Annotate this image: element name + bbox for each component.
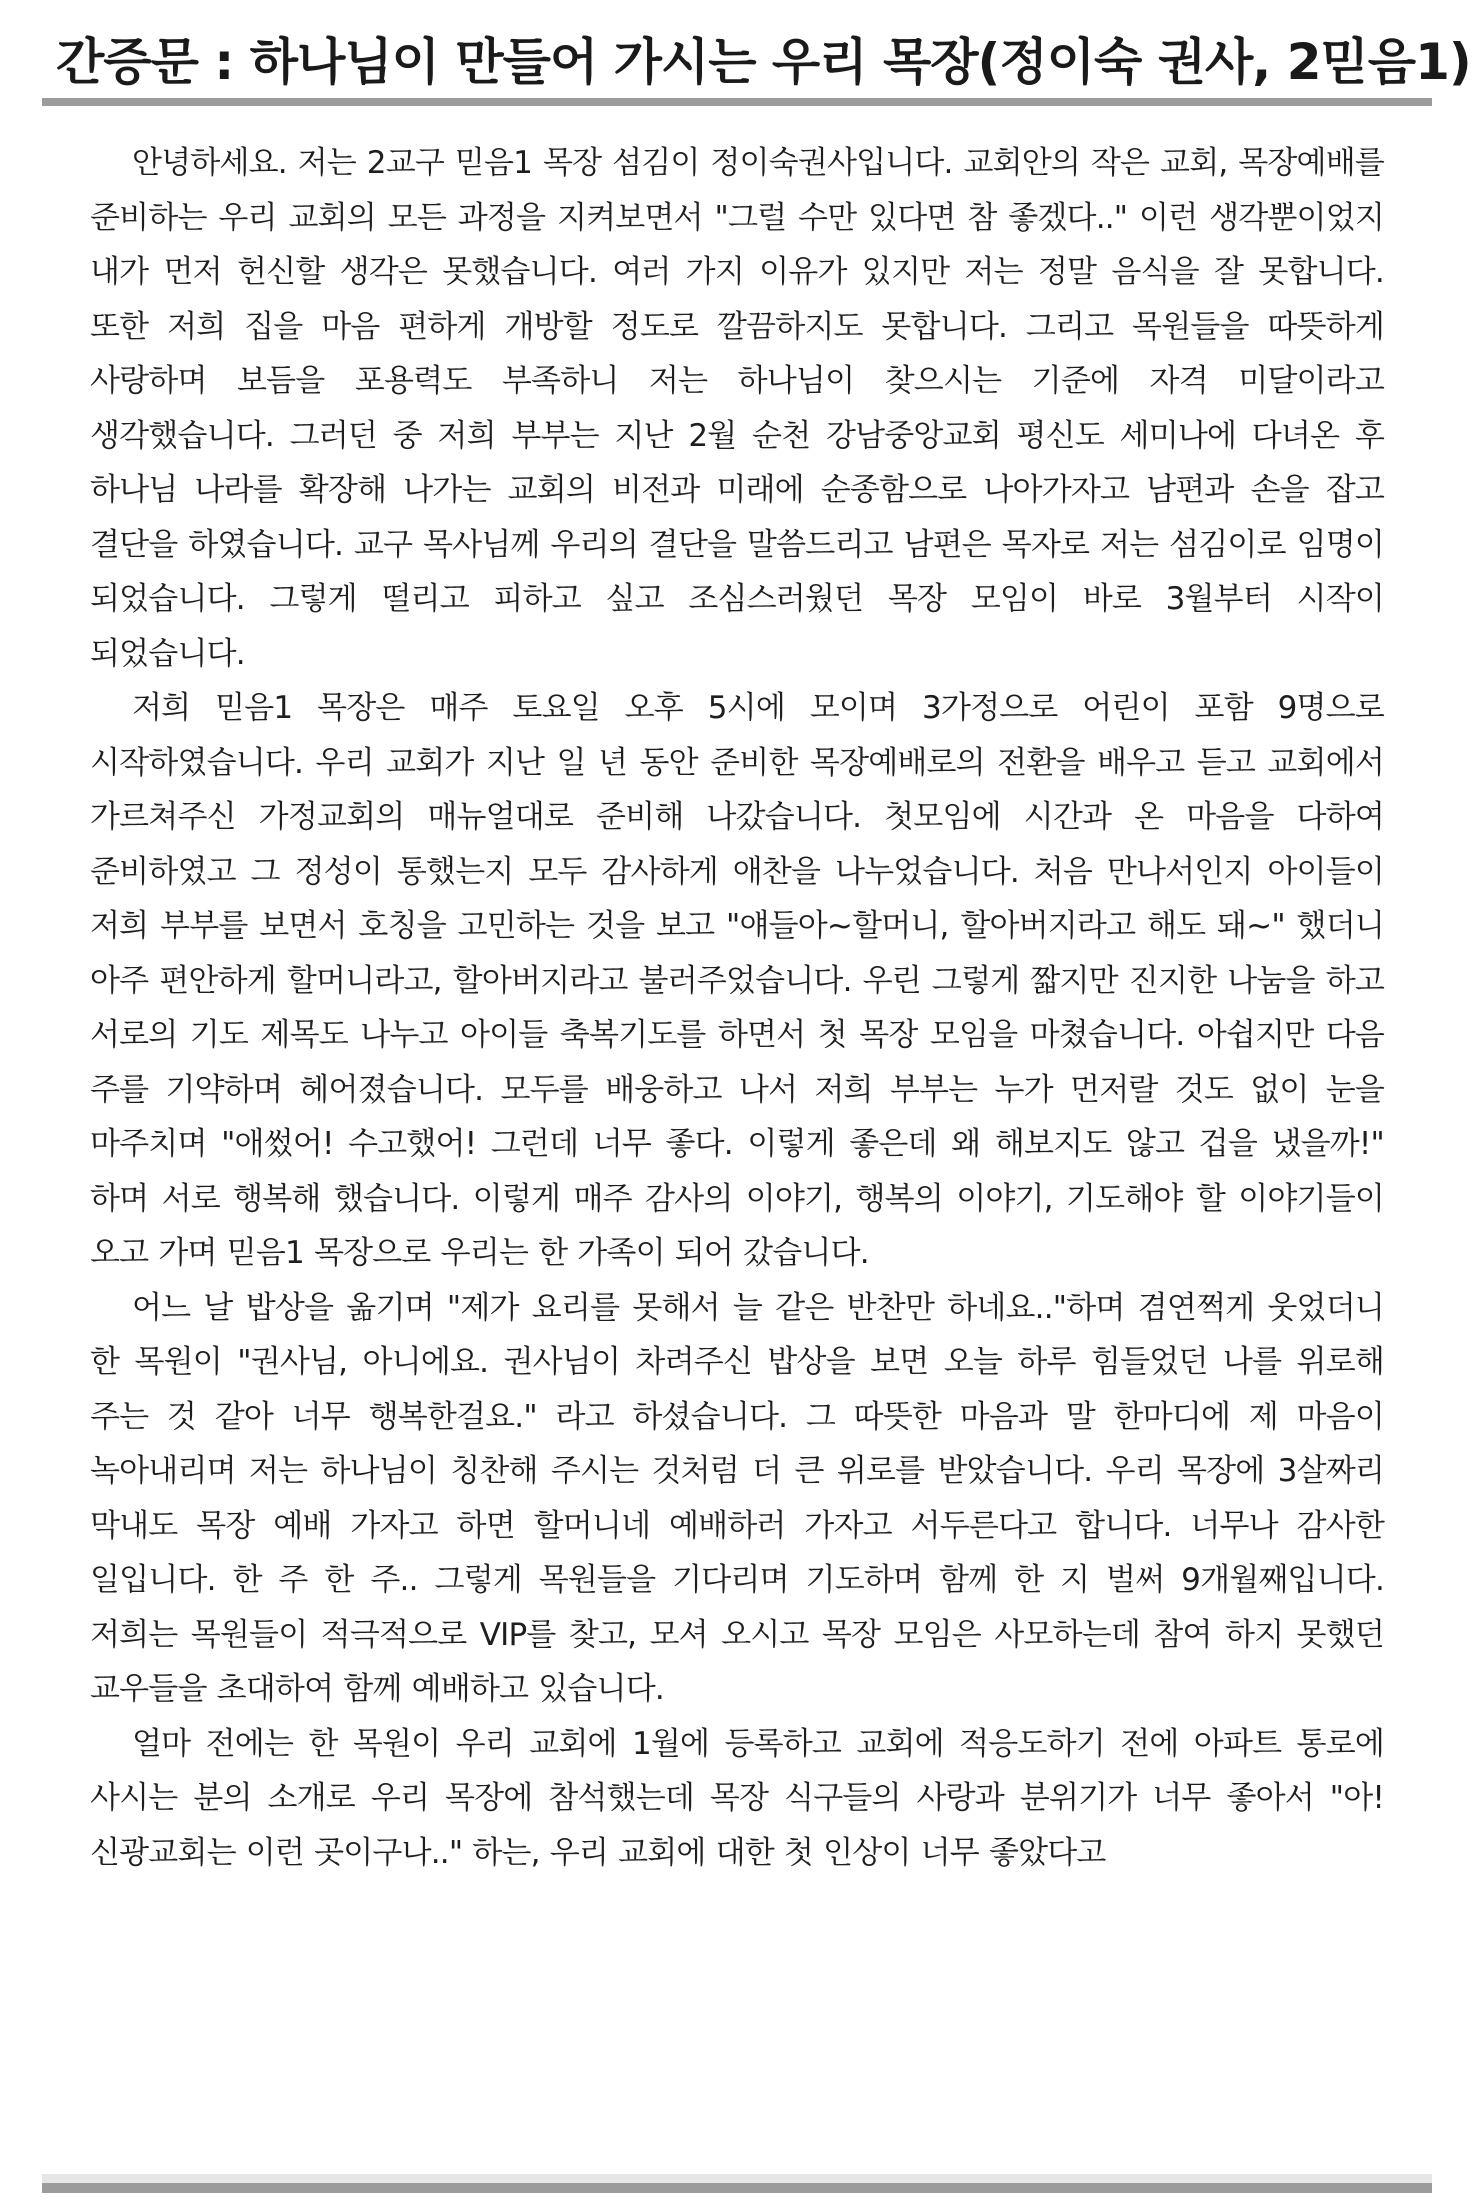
title-bar xyxy=(42,28,1471,98)
title-underline xyxy=(42,98,1432,106)
paragraph-2: 저희 믿음1 목장은 매주 토요일 오후 5시에 모이며 3가정으로 어린이 포함 9명으로 시작하였습니다. 우리 교회가 지난 일 년 동안 준비한 목장예배로의 전환을 배우고 듣고 교회에서 가르쳐주신 가정교회의 매뉴얼대로 준비해 나갔습니다. 첫모임에 시간과 온 마음을 다하여 준비하였고 그 정성이 통했는지 모두 감사하게 애찬을 나누었습니다. 처음 만나서인지 아이들이 저희 부부를 보면서 호칭을 고민하는 것을 보고 "얘들아~할머니, 할아버지라고 해도 돼~" 했더니 아주 편안하게 할머니라고, 할아버지라고 불러주었습니다. 우린 그렇게 짧지만 진지한 나눔을 하고 서로의 기도 제목도 나누고 아이들 축복기도를 하면서 첫 목장 모임을 마쳤습니다. 아쉽지만 다음 주를 기약하며 헤어졌습니다. 모두를 배웅하고 나서 저희 부부는 누가 먼저랄 것도 없이 눈을 마주치며 "애썼어! 수고했어! 그런데 너무 좋다. 이렇게 좋은데 왜 해보지도 않고 겁을 냈을까!" 하며 서로 행복해 했습니다. 이렇게 매주 감사의 이야기, 행복의 이야기, 기도해야 할 이야기들이 오고 가며 믿음1 목장으로 우리는 한 가족이 되어 갔습니다. xyxy=(90,690,1384,1271)
article-body xyxy=(90,136,1384,1880)
paragraph-1: 안녕하세요. 저는 2교구 믿음1 목장 섬김이 정이숙권사입니다. 교회안의 작은 교회, 목장예배를 준비하는 우리 교회의 모든 과정을 지켜보면서 "그럴 수만 있다면 참 좋겠다.." 이런 생각뿐이었지 내가 먼저 헌신할 생각은 못했습니다. 여러 가지 이유가 있지만 저는 정말 음식을 잘 못합니다. 또한 저희 집을 마음 편하게 개방할 정도로 깔끔하지도 못합니다. 그리고 목원들을 따뜻하게 사랑하며 보듬을 포용력도 부족하니 저는 하나님이 찾으시는 기준에 자격 미달이라고 생각했습니다. 그러던 중 저희 부부는 지난 2월 순천 강남중앙교회 평신도 세미나에 다녀온 후 하나님 나라를 확장해 나가는 교회의 비전과 미래에 순종함으로 나아가자고 남편과 손을 잡고 결단을 하였습니다. 교구 목사님께 우리의 결단을 말씀드리고 남편은 목자로 저는 섬김이로 임명이 되었습니다. 그렇게 떨리고 피하고 싶고 조심스러웠던 목장 모임이 바로 3월부터 시작이 되었습니다. xyxy=(90,145,1384,672)
paragraph-4: 얼마 전에는 한 목원이 우리 교회에 1월에 등록하고 교회에 적응도하기 전에 아파트 통로에 사시는 분의 소개로 우리 목장에 참석했는데 목장 식구들의 사랑과 분위기가 너무 좋아서 "아! 신광교회는 이런 곳이구나.." 하는, 우리 교회에 대한 첫 인상이 너무 좋았다고 xyxy=(90,1725,1384,1871)
article-page xyxy=(42,106,1432,2174)
article-title: 간증문 : 하나님이 만들어 가시는 우리 목장(정이숙 권사, 2믿음1) xyxy=(56,33,1471,91)
article-panel xyxy=(42,106,1432,2183)
paragraph-3: 어느 날 밥상을 옮기며 "제가 요리를 못해서 늘 같은 반찬만 하네요.."하며 겸연쩍게 웃었더니 한 목원이 "권사님, 아니에요. 권사님이 차려주신 밥상을 보면 오늘 하루 힘들었던 나를 위로해 주는 것 같아 너무 행복한걸요." 라고 하셨습니다. 그 따뜻한 마음과 말 한마디에 제 마음이 녹아내리며 저는 하나님이 칭찬해 주시는 것처럼 더 큰 위로를 받았습니다. 우리 목장에 3살짜리 막내도 목장 예배 가자고 하면 할머니네 예배하러 가자고 서두른다고 합니다. 너무나 감사한 일입니다. 한 주 한 주.. 그렇게 목원들을 기다리며 기도하며 함께 한 지 벌써 9개월째입니다. 저희는 목원들이 적극적으로 VIP를 찾고, 모셔 오시고 목장 모임은 사모하는데 참여 하지 못했던 교우들을 초대하여 함께 예배하고 있습니다. xyxy=(90,1289,1384,1707)
bottom-rule xyxy=(42,2183,1432,2193)
